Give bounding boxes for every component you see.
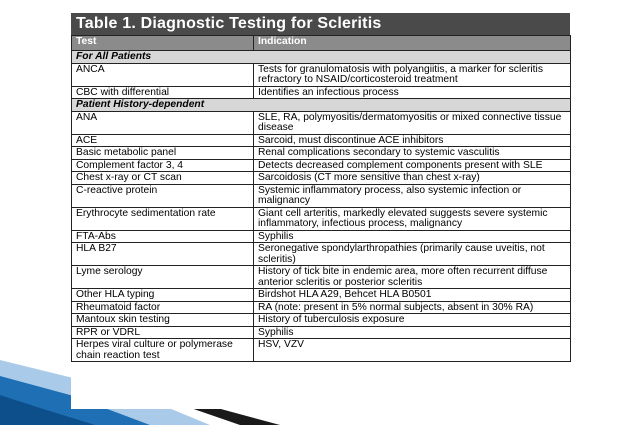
header-test: Test [72,36,254,51]
diagnostic-table [71,35,571,362]
test-cell: Other HLA typing [72,289,254,302]
test-cell: C-reactive protein [72,184,254,207]
table-row [72,159,571,172]
test-cell: Lyme serology [72,266,254,289]
table-row [72,147,571,160]
table-row [72,207,571,230]
indication-cell: Birdshot HLA A29, Behcet HLA B0501 [254,289,571,302]
table-row [72,301,571,314]
section-label: Patient History-dependent [72,99,571,112]
table-row [72,314,571,327]
table-row [72,134,571,147]
test-cell: FTA-Abs [72,230,254,243]
section-label: For All Patients [72,51,571,64]
indication-cell: Giant cell arteritis, markedly elevated suggests severe systemic inflammatory, infectious process, malignancy [254,207,571,230]
indication-cell: Seronegative spondylarthropathies (primarily cause uveitis, not scleritis) [254,243,571,266]
test-cell: Erythrocyte sedimentation rate [72,207,254,230]
table-row [72,243,571,266]
test-cell: HLA B27 [72,243,254,266]
indication-cell: History of tick bite in endemic area, more often recurrent diffuse anterior scleritis or posterior scleritis [254,266,571,289]
test-cell: Basic metabolic panel [72,147,254,160]
table-row [72,63,571,86]
indication-cell: HSV, VZV [254,339,571,362]
section-row [72,99,571,112]
table-header-row [72,36,571,51]
indication-cell: Renal complications secondary to systemic vasculitis [254,147,571,160]
table-body [72,51,571,362]
test-cell: Rheumatoid factor [72,301,254,314]
indication-cell: Syphilis [254,230,571,243]
table-row [72,339,571,362]
test-cell: Mantoux skin testing [72,314,254,327]
table-row [72,172,571,185]
test-cell: RPR or VDRL [72,326,254,339]
table-row [72,184,571,207]
table-row [72,289,571,302]
test-cell: ANA [72,111,254,134]
indication-cell: Syphilis [254,326,571,339]
diagnostic-table-card [71,13,570,409]
table-row [72,266,571,289]
test-cell: CBC with differential [72,86,254,99]
test-cell: Herpes viral culture or polymerase chain reaction test [72,339,254,362]
indication-cell: Tests for granulomatosis with polyangiitis, a marker for scleritis refractory to NSAID/corticosteroid treatment [254,63,571,86]
indication-cell: RA (note: present in 5% normal subjects, absent in 30% RA) [254,301,571,314]
indication-cell: Systemic inflammatory process, also systemic infection or malignancy [254,184,571,207]
table-row [72,86,571,99]
header-indication: Indication [254,36,571,51]
test-cell: ANCA [72,63,254,86]
test-cell: ACE [72,134,254,147]
test-cell: Chest x-ray or CT scan [72,172,254,185]
indication-cell: History of tuberculosis exposure [254,314,571,327]
table-row [72,111,571,134]
indication-cell: Identifies an infectious process [254,86,571,99]
indication-cell: Sarcoidosis (CT more sensitive than chest x-ray) [254,172,571,185]
table-row [72,230,571,243]
indication-cell: Detects decreased complement components present with SLE [254,159,571,172]
table-title: Table 1. Diagnostic Testing for Scleritis [71,13,570,35]
section-row [72,51,571,64]
test-cell: Complement factor 3, 4 [72,159,254,172]
indication-cell: SLE, RA, polymyositis/dermatomyositis or mixed connective tissue disease [254,111,571,134]
table-row [72,326,571,339]
indication-cell: Sarcoid, must discontinue ACE inhibitors [254,134,571,147]
